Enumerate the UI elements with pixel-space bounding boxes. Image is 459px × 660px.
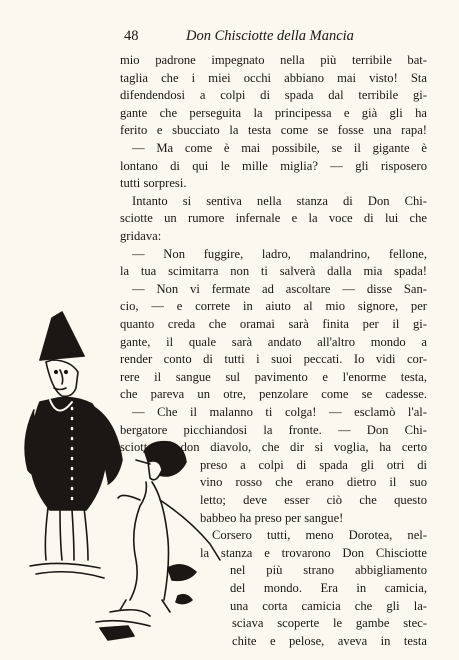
text-line: Corsero tutti, meno Dorotea, nel-: [212, 528, 427, 543]
text-line: una corta camicia che gli la-: [230, 598, 427, 613]
text-line: che pareva un otre, penzolare come se cadesse.: [120, 387, 427, 402]
text-line: letto; deve esser ciò che questo: [200, 493, 427, 507]
page-number: 48: [124, 28, 139, 44]
text-line: gante che perseguita la principessa e già gli ha: [120, 105, 427, 120]
text-line: lontano di qui le mille miglia? — gli risposero: [120, 158, 427, 173]
text-line: la stanza e trovarono Don Chisciotte: [200, 545, 427, 560]
text-line: mio padrone impegnato nella più terribile bat-: [120, 53, 427, 67]
text-line: Intanto si sentiva nella stanza di Don Chi-: [132, 193, 427, 208]
text-line: bergatore picchiandosi la fronte. — Don Chi-: [120, 422, 427, 437]
text-line: sciotte o don diavolo, che dir si voglia, ha certo: [120, 440, 427, 455]
text-line: taglia che i miei occhi abbiano mai visto! Sta: [120, 70, 427, 85]
text-line: del mondo. Era in camicia,: [230, 581, 427, 595]
text-line: — Che il malanno ti colga! — esclamò l'al-: [132, 405, 427, 419]
text-line: vino rosso che erano dietro il suo: [200, 475, 427, 490]
text-line: nel più strano abbigliamento: [230, 563, 427, 578]
text-line: sciotte un rumore infernale e la voce di lui che: [120, 211, 427, 226]
text-line: — Non vi fermate ad ascoltare — disse San-: [132, 281, 427, 296]
text-line: — Ma come è mai possibile, se il gigante è: [132, 141, 427, 155]
text-line: chite e pelose, aveva in testa: [232, 633, 427, 648]
text-line: — Non fuggire, ladro, malandrino, fellone,: [132, 246, 427, 261]
text-line: preso a colpi di spada gli otri di: [200, 457, 427, 472]
text-line: la tua scimitarra non ti salverà dalla mia spada!: [120, 264, 427, 279]
text-line: babbeo ha preso per sangue!: [200, 510, 344, 525]
running-title: Don Chisciotte della Mancia: [186, 28, 354, 44]
text-line: sciava scoperte le gambe stec-: [232, 616, 427, 631]
text-line: render conto di tutti i suoi peccati. Io vidi cor-: [120, 352, 427, 367]
text-line: cio, — e correte in aiuto al mio signore, per: [120, 299, 427, 314]
text-line: difendendosi a colpi di spada dal terribile gi-: [120, 88, 427, 103]
text-line: quanto creda che oramai sarà finita per il gi-: [120, 317, 427, 331]
text-line: gridava:: [120, 229, 162, 243]
text-line: gante, il quale sarà andato all'altro mondo a: [120, 334, 427, 349]
text-line: tutti sorpresi.: [120, 176, 187, 191]
text-line: ferito e sbucciato la testa come se fosse una rapa!: [120, 123, 427, 138]
text-line: rere il sangue sul pavimento e l'enorme testa,: [120, 369, 427, 384]
